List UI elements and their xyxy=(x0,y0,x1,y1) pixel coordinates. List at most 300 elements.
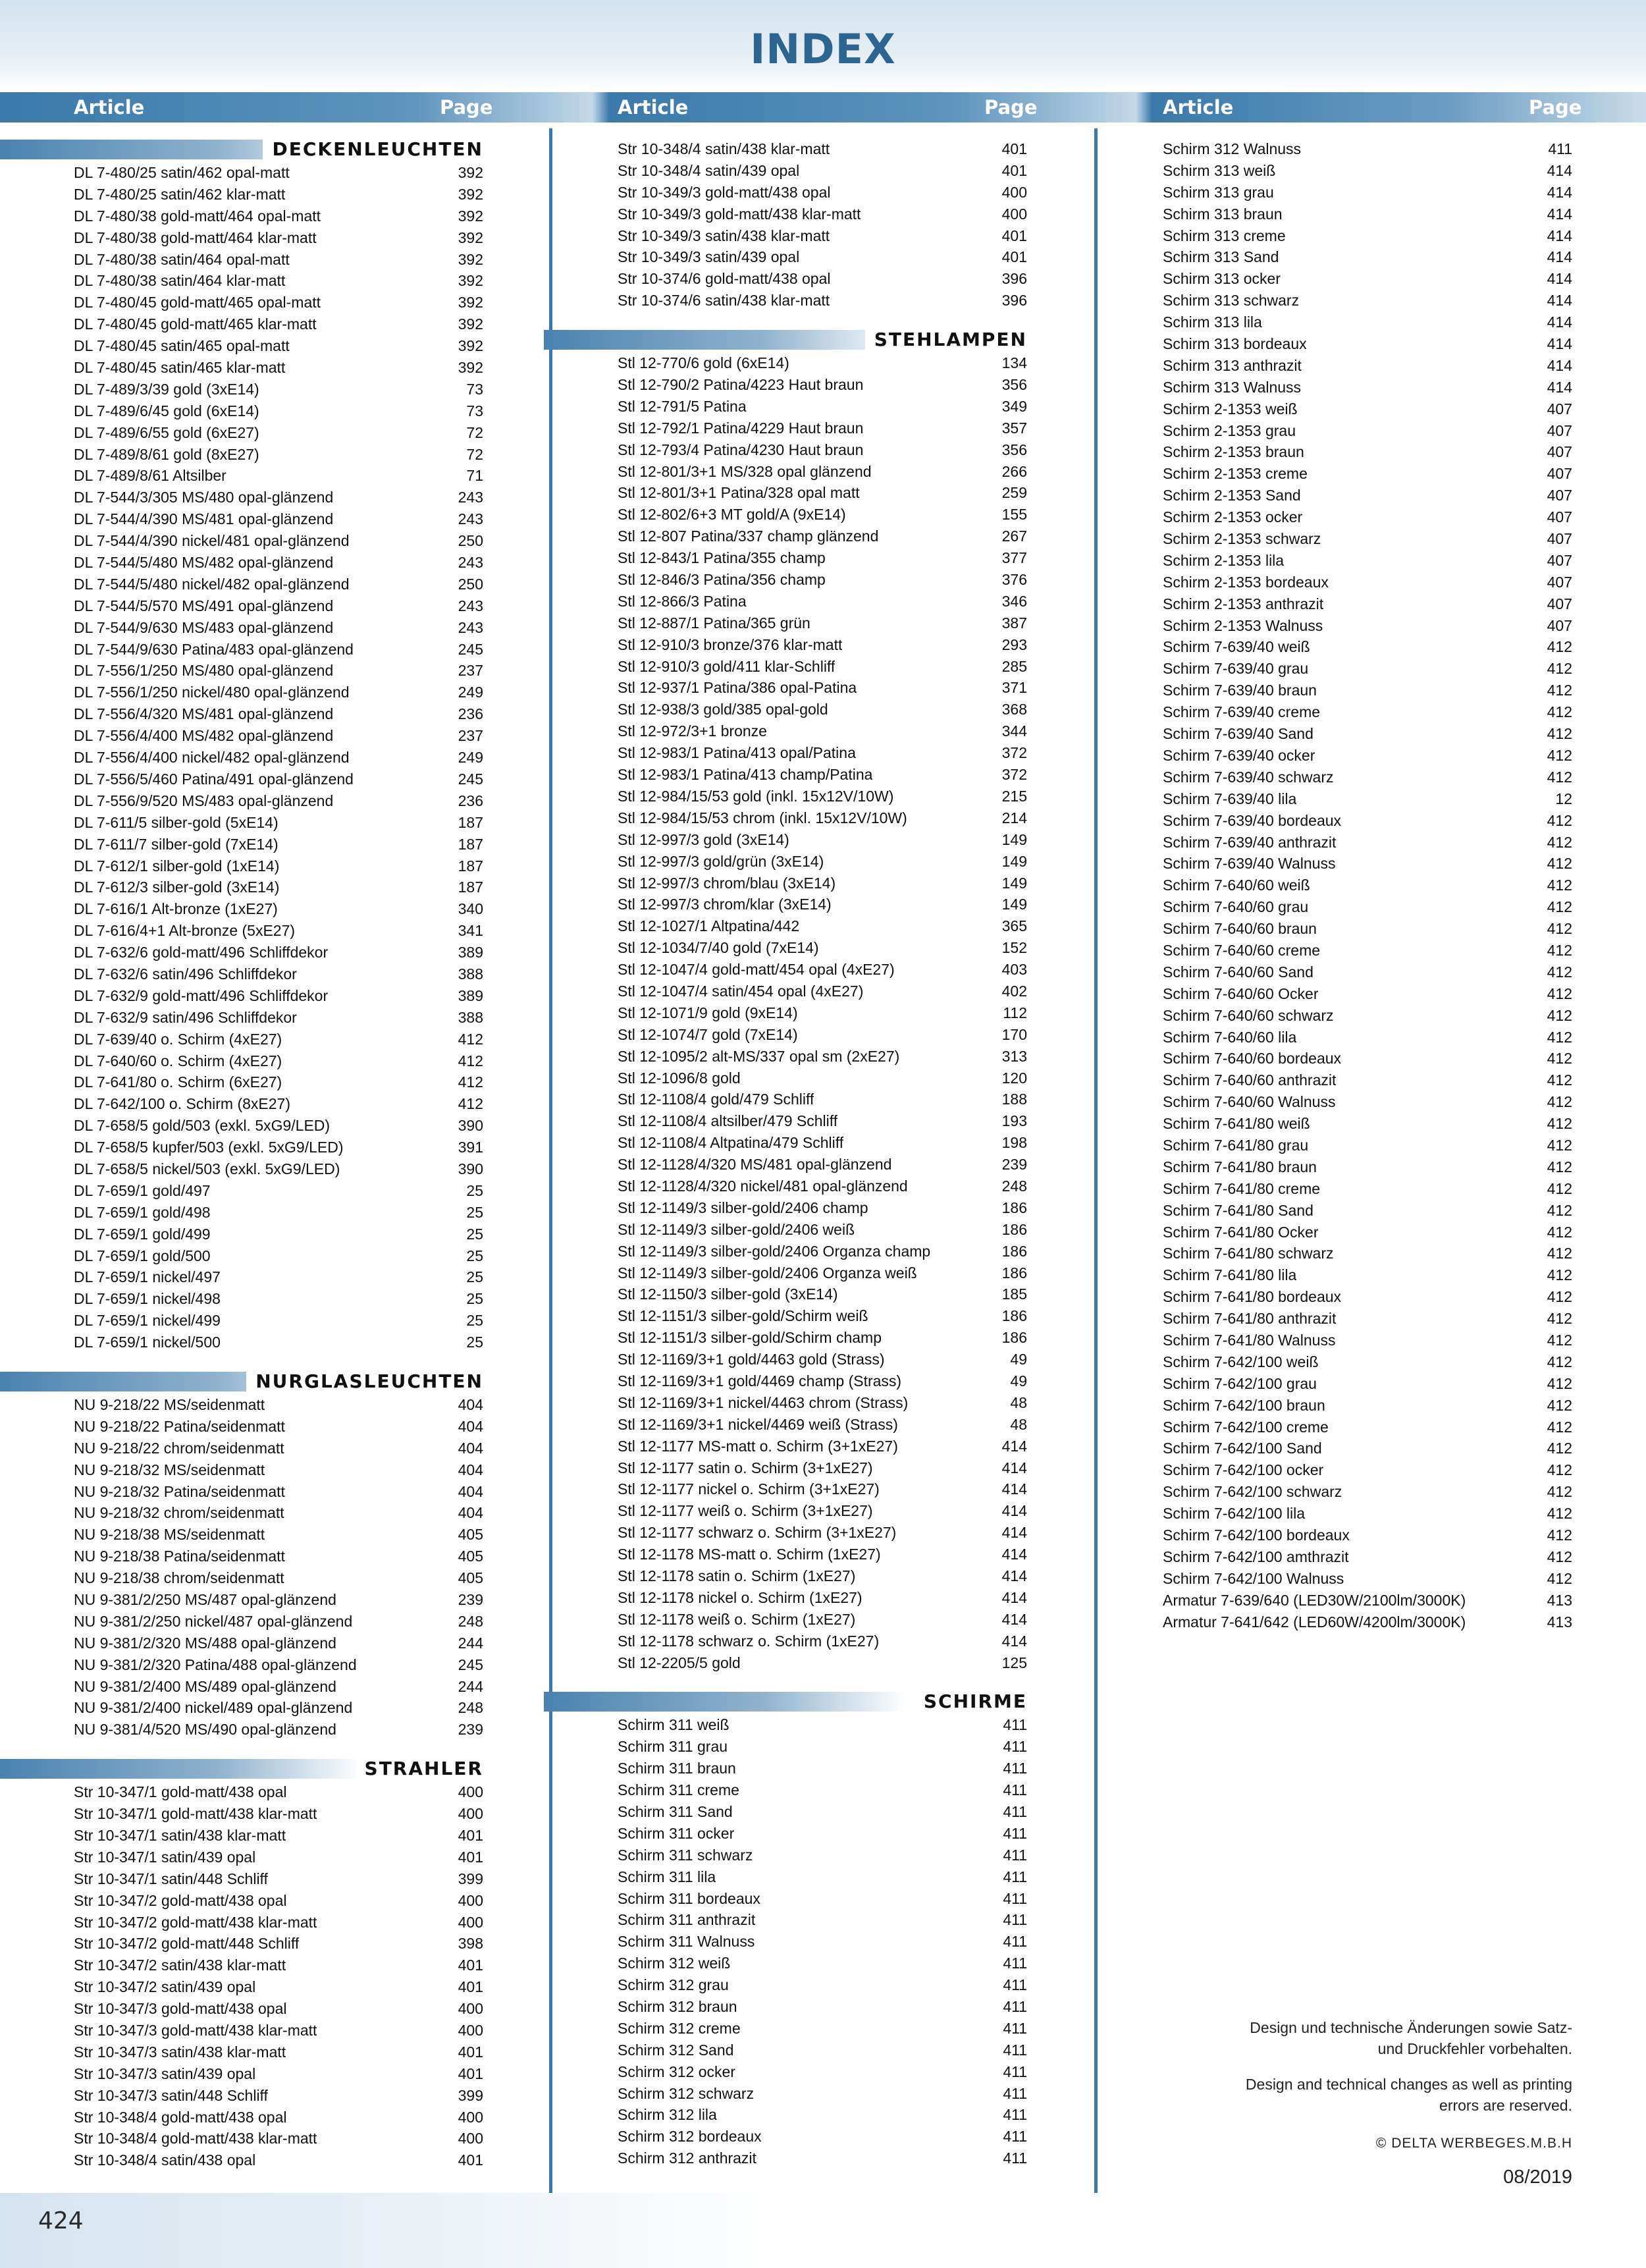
article-name: Stl 12-997/3 gold/grün (3xE14) xyxy=(618,852,824,870)
index-row xyxy=(618,591,1027,612)
index-row xyxy=(618,439,1027,461)
article-name: Stl 12-807 Patina/337 champ glänzend xyxy=(618,527,879,545)
index-row xyxy=(618,1457,1027,1479)
index-row xyxy=(74,1633,483,1654)
page-ref: 340 xyxy=(458,900,483,918)
article-name: Schirm 7-641/80 Ocker xyxy=(1163,1223,1319,1241)
article-name: Schirm 7-639/40 grau xyxy=(1163,660,1309,678)
index-row xyxy=(1163,940,1572,961)
article-name: Stl 12-1177 satin o. Schirm (3+1xE27) xyxy=(618,1459,873,1476)
page-ref: 313 xyxy=(1001,1047,1027,1065)
index-row xyxy=(618,807,1027,829)
article-name: Schirm 7-641/80 braun xyxy=(1163,1158,1317,1175)
page-ref: 112 xyxy=(1003,1004,1027,1021)
page-ref: 411 xyxy=(1003,1911,1027,1929)
article-name: Schirm 311 anthrazit xyxy=(618,1911,756,1929)
index-row xyxy=(1163,1330,1572,1351)
index-row xyxy=(618,1436,1027,1457)
page-ref: 243 xyxy=(458,597,483,614)
index-row xyxy=(74,1611,483,1633)
index-row xyxy=(618,656,1027,678)
page-ref: 72 xyxy=(466,445,483,463)
header-article-1: Article xyxy=(74,96,145,119)
index-row xyxy=(618,225,1027,247)
article-name: NU 9-218/22 chrom/seidenmatt xyxy=(74,1439,284,1457)
page-ref: 414 xyxy=(1547,335,1572,353)
index-row xyxy=(1163,203,1572,225)
page-ref: 245 xyxy=(458,1656,483,1673)
page-ref: 368 xyxy=(1001,701,1027,718)
article-name: Stl 12-1128/4/320 MS/481 opal-glänzend xyxy=(618,1156,892,1174)
index-row xyxy=(618,1197,1027,1219)
page-ref: 248 xyxy=(1001,1177,1027,1195)
index-row xyxy=(1163,1611,1572,1633)
index-row xyxy=(618,268,1027,290)
page-ref: 412 xyxy=(1547,1440,1572,1457)
article-name: Schirm 7-639/40 ocker xyxy=(1163,746,1315,764)
page-ref: 214 xyxy=(1001,809,1027,826)
page-ref: 377 xyxy=(1001,549,1027,567)
article-name: Schirm 7-642/100 weiß xyxy=(1163,1353,1319,1370)
article-name: DL 7-480/45 gold-matt/465 klar-matt xyxy=(74,315,317,333)
index-row xyxy=(618,461,1027,483)
section-gap xyxy=(74,1741,483,1758)
page-ref: 414 xyxy=(1547,378,1572,396)
article-name: DL 7-632/6 satin/496 Schliffdekor xyxy=(74,965,297,983)
article-name: DL 7-480/45 satin/465 opal-matt xyxy=(74,337,290,355)
article-name: Schirm 311 braun xyxy=(618,1760,736,1777)
index-row xyxy=(1163,572,1572,593)
page-ref: 49 xyxy=(1010,1351,1027,1368)
page-ref: 414 xyxy=(1001,1610,1027,1628)
index-row xyxy=(1163,398,1572,420)
page-ref: 412 xyxy=(1547,725,1572,743)
article-name: Schirm 7-641/80 bordeaux xyxy=(1163,1288,1342,1306)
article-name: Schirm 312 braun xyxy=(618,1998,737,2016)
article-name: DL 7-489/6/45 gold (6xE14) xyxy=(74,402,259,419)
page-ref: 12 xyxy=(1555,790,1572,807)
article-name: DL 7-616/1 Alt-bronze (1xE27) xyxy=(74,900,278,918)
article-name: DL 7-480/45 satin/465 klar-matt xyxy=(74,359,286,377)
index-row xyxy=(618,1349,1027,1370)
page-ref: 412 xyxy=(1547,1483,1572,1501)
index-row xyxy=(618,2061,1027,2083)
article-name: Schirm 7-639/40 anthrazit xyxy=(1163,833,1337,851)
index-row xyxy=(618,677,1027,699)
article-name: NU 9-218/32 Patina/seidenmatt xyxy=(74,1482,285,1500)
page-ref: 401 xyxy=(1001,227,1027,244)
page-ref: 243 xyxy=(458,489,483,506)
article-name: DL 7-556/9/520 MS/483 opal-glänzend xyxy=(74,792,334,809)
index-row xyxy=(618,138,1027,160)
page-ref: 357 xyxy=(1001,419,1027,437)
article-name: Str 10-347/3 satin/439 opal xyxy=(74,2065,256,2082)
article-name: Str 10-374/6 satin/438 klar-matt xyxy=(618,292,830,310)
index-row xyxy=(74,2107,483,2128)
index-row xyxy=(618,1067,1027,1089)
page-ref: 399 xyxy=(458,2086,483,2104)
article-name: Str 10-348/4 satin/438 opal xyxy=(74,2151,256,2169)
index-row xyxy=(618,1587,1027,1609)
article-name: Schirm 313 weiß xyxy=(1163,161,1276,179)
index-row xyxy=(1163,1200,1572,1222)
article-name: Schirm 7-641/80 Sand xyxy=(1163,1201,1314,1219)
index-row xyxy=(74,898,483,920)
index-row xyxy=(74,1781,483,1803)
index-row xyxy=(74,703,483,725)
page-ref: 155 xyxy=(1001,506,1027,524)
index-row xyxy=(1163,593,1572,615)
article-name: Schirm 7-640/60 Sand xyxy=(1163,963,1314,981)
page-ref: 250 xyxy=(458,532,483,550)
index-row xyxy=(618,1736,1027,1758)
page-ref: 396 xyxy=(1001,270,1027,288)
article-name: Stl 12-1178 satin o. Schirm (1xE27) xyxy=(618,1567,856,1584)
article-name: Stl 12-910/3 gold/411 klar-Schliff xyxy=(618,657,836,675)
article-name: DL 7-489/8/61 gold (8xE27) xyxy=(74,445,259,463)
page-ref: 170 xyxy=(1001,1025,1027,1043)
page-ref: 293 xyxy=(1001,635,1027,653)
page-ref: 376 xyxy=(1001,571,1027,589)
article-name: Schirm 313 Walnuss xyxy=(1163,378,1302,396)
page-ref: 412 xyxy=(1547,1050,1572,1067)
page-ref: 412 xyxy=(1547,1028,1572,1046)
article-name: DL 7-556/4/320 MS/481 opal-glänzend xyxy=(74,705,334,723)
index-row xyxy=(1163,1590,1572,1611)
page-ref: 414 xyxy=(1547,183,1572,201)
page-ref: 390 xyxy=(458,1160,483,1177)
index-row xyxy=(618,547,1027,569)
index-row xyxy=(1163,896,1572,918)
page-ref: 405 xyxy=(458,1526,483,1544)
article-name: DL 7-612/1 silber-gold (1xE14) xyxy=(74,857,280,875)
header-article-2: Article xyxy=(618,96,689,119)
page-ref: 400 xyxy=(458,1783,483,1801)
index-row xyxy=(74,877,483,898)
index-row xyxy=(1163,1503,1572,1525)
index-row xyxy=(1163,160,1572,182)
page-ref: 412 xyxy=(1547,1201,1572,1219)
article-name: Schirm 2-1353 weiß xyxy=(1163,400,1298,418)
index-row xyxy=(74,1481,483,1503)
index-row xyxy=(618,1758,1027,1779)
page-ref: 215 xyxy=(1001,787,1027,805)
page-ref: 401 xyxy=(458,2065,483,2082)
index-row xyxy=(74,1007,483,1029)
article-name: Schirm 7-641/80 anthrazit xyxy=(1163,1310,1337,1328)
article-name: Stl 12-801/3+1 MS/328 opal glänzend xyxy=(618,462,872,480)
page-ref: 414 xyxy=(1547,161,1572,179)
page-ref: 404 xyxy=(458,1417,483,1435)
index-row xyxy=(618,2147,1027,2169)
index-row xyxy=(618,1024,1027,1046)
article-name: DL 7-544/5/480 MS/482 opal-glänzend xyxy=(74,554,334,572)
page-ref: 412 xyxy=(1547,985,1572,1002)
article-name: DL 7-489/3/39 gold (3xE14) xyxy=(74,380,259,398)
index-row xyxy=(1163,723,1572,745)
index-row xyxy=(618,959,1027,981)
index-row xyxy=(618,1262,1027,1284)
article-name: Str 10-347/2 gold-matt/438 opal xyxy=(74,1891,287,1909)
page-ref: 25 xyxy=(466,1290,483,1308)
article-name: Schirm 2-1353 Sand xyxy=(1163,487,1301,504)
page-ref: 403 xyxy=(1001,961,1027,979)
page-ref: 243 xyxy=(458,618,483,636)
index-row xyxy=(618,612,1027,634)
page-ref: 266 xyxy=(1001,462,1027,480)
article-name: Schirm 7-642/100 creme xyxy=(1163,1418,1329,1436)
page-ref: 365 xyxy=(1001,917,1027,935)
page-ref: 186 xyxy=(1001,1199,1027,1216)
article-name: Str 10-348/4 satin/439 opal xyxy=(618,161,800,179)
article-name: Stl 12-984/15/53 chrom (inkl. 15x12V/10W) xyxy=(618,809,907,826)
index-row xyxy=(1163,853,1572,875)
index-row xyxy=(618,1089,1027,1110)
article-name: DL 7-659/1 nickel/498 xyxy=(74,1290,221,1308)
section-heading xyxy=(544,1692,1027,1712)
article-name: Str 10-347/3 gold-matt/438 opal xyxy=(74,2000,287,2018)
article-name: Stl 12-984/15/53 gold (inkl. 15x12V/10W) xyxy=(618,787,894,805)
page-ref: 401 xyxy=(1001,248,1027,266)
article-name: Stl 12-1177 weiß o. Schirm (3+1xE27) xyxy=(618,1502,873,1520)
index-row xyxy=(74,487,483,508)
article-name: Stl 12-938/3 gold/385 opal-gold xyxy=(618,701,828,718)
index-row xyxy=(1163,506,1572,528)
page-ref: 392 xyxy=(458,250,483,268)
page-ref: 349 xyxy=(1001,397,1027,415)
article-name: DL 7-658/5 gold/503 (exkl. 5xG9/LED) xyxy=(74,1117,331,1135)
page-ref: 400 xyxy=(458,1891,483,1909)
page-ref: 412 xyxy=(1547,1223,1572,1241)
index-row xyxy=(618,873,1027,894)
page-ref: 392 xyxy=(458,185,483,203)
index-row xyxy=(74,769,483,790)
index-row xyxy=(74,2128,483,2149)
article-name: Schirm 311 ocker xyxy=(618,1824,735,1842)
article-name: NU 9-381/4/520 MS/490 opal-glänzend xyxy=(74,1721,336,1739)
page-ref: 400 xyxy=(458,2130,483,2147)
article-name: Schirm 7-640/60 weiß xyxy=(1163,877,1310,894)
page-ref: 407 xyxy=(1547,573,1572,591)
index-row xyxy=(74,227,483,249)
article-name: Schirm 312 weiß xyxy=(618,1955,731,1972)
page-ref: 401 xyxy=(458,1827,483,1845)
index-row xyxy=(1163,463,1572,485)
article-name: Str 10-347/1 satin/439 opal xyxy=(74,1848,256,1866)
section-gap xyxy=(618,311,1027,329)
index-row xyxy=(618,1801,1027,1823)
index-row xyxy=(618,1046,1027,1067)
page-ref: 346 xyxy=(1001,592,1027,610)
article-name: Schirm 313 anthrazit xyxy=(1163,356,1302,374)
index-row xyxy=(1163,441,1572,463)
page-ref: 404 xyxy=(458,1482,483,1500)
article-name: Stl 12-1169/3+1 gold/4463 gold (Strass) xyxy=(618,1351,885,1368)
index-row xyxy=(618,1544,1027,1565)
page-ref: 390 xyxy=(458,1117,483,1135)
index-row xyxy=(1163,550,1572,572)
index-row xyxy=(74,1890,483,1912)
article-name: NU 9-218/38 MS/seidenmatt xyxy=(74,1526,265,1544)
page-ref: 48 xyxy=(1010,1415,1027,1433)
page-ref: 186 xyxy=(1001,1264,1027,1282)
page-ref: 25 xyxy=(466,1247,483,1264)
article-name: Stl 12-1108/4 altsilber/479 Schliff xyxy=(618,1112,838,1130)
index-row xyxy=(74,1332,483,1353)
article-name: Stl 12-1149/3 silber-gold/2406 champ xyxy=(618,1199,868,1216)
article-name: Schirm 311 Sand xyxy=(618,1803,733,1821)
page-ref: 188 xyxy=(1001,1091,1027,1108)
article-name: Schirm 313 grau xyxy=(1163,183,1274,201)
article-name: Stl 12-1169/3+1 gold/4469 champ (Strass) xyxy=(618,1372,902,1390)
article-name: Stl 12-983/1 Patina/413 champ/Patina xyxy=(618,766,873,784)
index-row xyxy=(618,396,1027,418)
page-ref: 412 xyxy=(1547,1158,1572,1175)
article-name: Str 10-347/1 gold-matt/438 klar-matt xyxy=(74,1805,317,1823)
article-name: Schirm 313 Sand xyxy=(1163,248,1279,266)
article-name: Stl 12-1150/3 silber-gold (3xE14) xyxy=(618,1285,838,1303)
page-ref: 400 xyxy=(1001,205,1027,223)
page-ref: 71 xyxy=(466,467,483,485)
page-ref: 412 xyxy=(1547,898,1572,916)
page-ref: 186 xyxy=(1001,1242,1027,1260)
index-row xyxy=(618,2104,1027,2126)
article-name: Armatur 7-641/642 (LED60W/4200lm/3000K) xyxy=(1163,1613,1466,1631)
page-ref: 412 xyxy=(1547,1179,1572,1197)
page-ref: 412 xyxy=(1547,1006,1572,1024)
page-ref: 186 xyxy=(1001,1307,1027,1325)
index-row xyxy=(74,660,483,682)
index-row xyxy=(618,764,1027,786)
page-ref: 25 xyxy=(466,1334,483,1351)
page-ref: 401 xyxy=(458,1848,483,1866)
article-name: Stl 12-1074/7 gold (7xE14) xyxy=(618,1025,798,1043)
page-ref: 149 xyxy=(1001,830,1027,848)
page-ref: 414 xyxy=(1547,292,1572,310)
page-ref: 388 xyxy=(458,1008,483,1026)
page-ref: 400 xyxy=(1001,183,1027,201)
page-ref: 407 xyxy=(1547,551,1572,569)
index-row xyxy=(618,1154,1027,1175)
index-row xyxy=(74,1676,483,1698)
index-row xyxy=(74,1093,483,1115)
page-number: 424 xyxy=(38,2207,84,2234)
page-ref: 412 xyxy=(1547,1136,1572,1154)
page-ref: 407 xyxy=(1547,595,1572,612)
page-ref: 412 xyxy=(1547,1418,1572,1436)
article-name: Str 10-347/2 gold-matt/448 Schliff xyxy=(74,1935,300,1953)
index-row xyxy=(618,290,1027,311)
article-name: DL 7-480/38 satin/464 opal-matt xyxy=(74,250,290,268)
index-row xyxy=(74,1654,483,1676)
index-row xyxy=(1163,246,1572,268)
page-ref: 412 xyxy=(1547,811,1572,829)
page-ref: 413 xyxy=(1547,1591,1572,1609)
article-name: Stl 12-1169/3+1 nickel/4463 chrom (Strass) xyxy=(618,1393,909,1411)
index-row xyxy=(74,747,483,769)
index-row xyxy=(1163,788,1572,810)
index-row xyxy=(74,1933,483,1955)
article-name: Schirm 313 lila xyxy=(1163,313,1262,331)
page-ref: 392 xyxy=(458,272,483,290)
article-name: Schirm 312 creme xyxy=(618,2019,741,2037)
article-name: Schirm 7-640/60 Ocker xyxy=(1163,985,1319,1002)
page-ref: 149 xyxy=(1001,852,1027,870)
page-ref: 412 xyxy=(1547,855,1572,873)
page-ref: 392 xyxy=(458,359,483,377)
article-name: Str 10-349/3 gold-matt/438 klar-matt xyxy=(618,205,861,223)
index-row xyxy=(1163,1005,1572,1027)
index-row xyxy=(1163,225,1572,247)
article-name: DL 7-616/4+1 Alt-bronze (5xE27) xyxy=(74,922,296,940)
index-row xyxy=(74,942,483,963)
article-name: Schirm 7-639/40 Walnuss xyxy=(1163,855,1336,873)
page-ref: 387 xyxy=(1001,614,1027,632)
index-row xyxy=(74,2063,483,2085)
page-ref: 134 xyxy=(1001,354,1027,372)
index-row xyxy=(1163,333,1572,355)
page-ref: 404 xyxy=(458,1439,483,1457)
article-name: DL 7-480/38 gold-matt/464 opal-matt xyxy=(74,207,321,225)
index-row xyxy=(618,1478,1027,1500)
page-ref: 389 xyxy=(458,986,483,1004)
index-row xyxy=(618,1931,1027,1953)
article-name: DL 7-544/9/630 Patina/483 opal-glänzend xyxy=(74,640,354,658)
article-name: Stl 12-793/4 Patina/4230 Haut braun xyxy=(618,441,864,458)
page-ref: 152 xyxy=(1001,939,1027,957)
article-name: Schirm 312 Sand xyxy=(618,2041,734,2059)
page-ref: 412 xyxy=(1547,833,1572,851)
page-ref: 411 xyxy=(1003,1846,1027,1864)
index-row xyxy=(1163,680,1572,701)
page-ref: 25 xyxy=(466,1225,483,1243)
index-row xyxy=(618,1823,1027,1845)
index-row xyxy=(1163,1308,1572,1330)
article-name: Stl 12-997/3 gold (3xE14) xyxy=(618,830,789,848)
index-column-1 xyxy=(74,138,483,2171)
page-ref: 411 xyxy=(1003,1998,1027,2016)
page-ref: 407 xyxy=(1547,421,1572,439)
article-name: Stl 12-1071/9 gold (9xE14) xyxy=(618,1004,798,1021)
page-ref: 400 xyxy=(458,2000,483,2018)
article-name: DL 7-556/5/460 Patina/491 opal-glänzend xyxy=(74,770,354,788)
article-name: DL 7-480/45 gold-matt/465 opal-matt xyxy=(74,294,321,311)
article-name: Schirm 2-1353 creme xyxy=(1163,465,1308,483)
page-ref: 244 xyxy=(458,1677,483,1695)
page-ref: 267 xyxy=(1001,527,1027,545)
article-name: Str 10-349/3 satin/438 klar-matt xyxy=(618,227,830,244)
article-name: DL 7-480/38 satin/464 klar-matt xyxy=(74,272,286,290)
page-ref: 391 xyxy=(458,1139,483,1156)
page-ref: 250 xyxy=(458,575,483,593)
index-row xyxy=(74,1137,483,1158)
article-name: Stl 12-1178 nickel o. Schirm (1xE27) xyxy=(618,1588,863,1606)
article-name: Schirm 7-641/80 lila xyxy=(1163,1266,1297,1284)
index-column-2 xyxy=(618,138,1027,2169)
page-ref: 412 xyxy=(1547,1071,1572,1089)
article-name: NU 9-381/2/320 MS/488 opal-glänzend xyxy=(74,1634,336,1652)
article-name: NU 9-381/2/400 nickel/489 opal-glänzend xyxy=(74,1699,353,1717)
page-ref: 186 xyxy=(1001,1329,1027,1347)
page-ref: 401 xyxy=(458,1978,483,1996)
article-name: Stl 12-1178 MS-matt o. Schirm (1xE27) xyxy=(618,1546,881,1563)
section-heading xyxy=(0,1759,483,1779)
index-row xyxy=(1163,290,1572,311)
article-name: DL 7-641/80 o. Schirm (6xE27) xyxy=(74,1073,282,1091)
article-name: Schirm 312 bordeaux xyxy=(618,2128,762,2146)
article-name: DL 7-659/1 gold/497 xyxy=(74,1181,211,1199)
page-ref: 392 xyxy=(458,294,483,311)
